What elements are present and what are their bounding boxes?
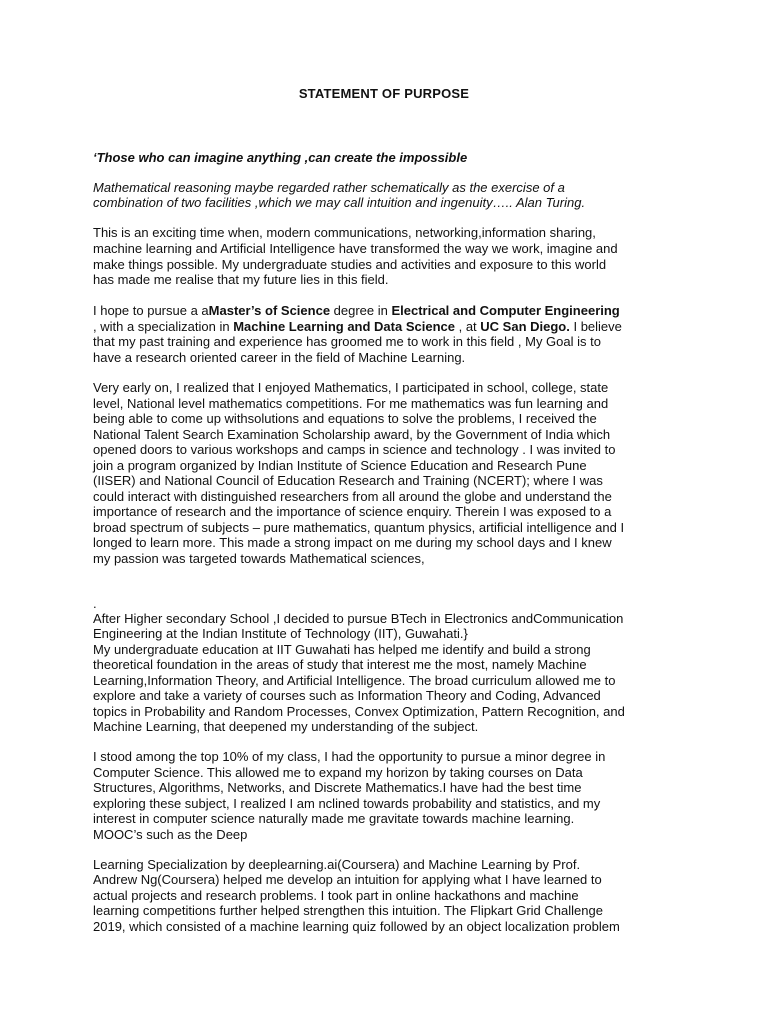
- btech-line: After Higher secondary School ,I decided to pursue BTech in Electronics andCommunication: [93, 611, 624, 626]
- intro-line: has made me realise that my future lies in this field.: [93, 272, 389, 287]
- btech-line: Learning,Information Theory, and Artificial Intelligence. The broad curriculum allowed me to: [93, 673, 616, 688]
- btech-line: topics in Probability and Random Processes, Convex Optimization, Pattern Recognition, and: [93, 704, 625, 719]
- early-line: join a program organized by Indian Institute of Science Education and Research Pune: [93, 458, 587, 473]
- learning-line: 2019, which consisted of a machine learning quiz followed by an object localization problem: [93, 919, 620, 934]
- early-line: longed to learn more. This made a strong impact on me during my school days and I knew: [93, 535, 612, 550]
- specialization-name: Machine Learning and Data Science: [233, 319, 455, 334]
- goal-line: [93, 319, 622, 335]
- goal-line: have a research oriented career in the field of Machine Learning.: [93, 350, 466, 365]
- goal-line: that my past training and experience has groomed me to work in this field , My Goal is to: [93, 334, 601, 349]
- early-line: could interact with distinguished researchers from all around the globe and understand the: [93, 489, 612, 504]
- early-line: my passion was targeted towards Mathematical sciences,: [93, 551, 425, 566]
- early-line: Very early on, I realized that I enjoyed Mathematics, I participated in school, college, state: [93, 380, 609, 395]
- btech-line: Engineering at the Indian Institute of Technology (IIT), Guwahati.}: [93, 626, 468, 641]
- goal-line: [93, 303, 620, 319]
- early-line: National Talent Search Examination Scholarship award, by the Government of India which: [93, 427, 611, 442]
- learning-line: learning competitions further helped strengthen this intuition. The Flipkart Grid Challenge: [93, 903, 603, 918]
- department-name: Electrical and Computer Engineering: [391, 303, 620, 318]
- top-class-line: I stood among the top 10% of my class, I had the opportunity to pursue a minor degree in: [93, 749, 606, 764]
- degree-name: Master’s of Science: [208, 303, 331, 318]
- learning-line: Learning Specialization by deeplearning.ai(Coursera) and Machine Learning by Prof.: [93, 857, 581, 872]
- top-class-line: Computer Science. This allowed me to expand my horizon by taking courses on Data: [93, 765, 583, 780]
- turing-quote-line: Mathematical reasoning maybe regarded rather schematically as the exercise of a: [93, 180, 565, 195]
- btech-line: explore and take a variety of courses such as Information Theory and Coding, Advanced: [93, 688, 601, 703]
- top-class-line: exploring these subject, I realized I am nclined towards probability and statistics, and my: [93, 796, 601, 811]
- early-line: level, National level mathematics competitions. For me mathematics was fun learning and: [93, 396, 609, 411]
- learning-line: actual projects and research problems. I took part in online hackathons and machine: [93, 888, 579, 903]
- top-class-line: MOOC’s such as the Deep: [93, 827, 248, 842]
- learning-line: Andrew Ng(Coursera) helped me develop an intuition for applying what I have learned to: [93, 872, 602, 887]
- goal-text: degree in: [330, 303, 392, 318]
- early-line: broad spectrum of subjects – pure mathematics, quantum physics, artificial intelligence and I: [93, 520, 625, 535]
- goal-text: , with a specialization in: [93, 319, 234, 334]
- top-class-line: Structures, Algorithms, Networks, and Discrete Mathematics.I have had the best time: [93, 780, 582, 795]
- early-line: opened doors to various workshops and camps in science and technology . I was invited to: [93, 442, 616, 457]
- university-name: UC San Diego.: [480, 319, 570, 334]
- turing-quote-line: combination of two facilities ,which we may call intuition and ingenuity….. Alan Turing.: [93, 195, 586, 210]
- goal-text: , at: [454, 319, 481, 334]
- early-line: being able to come up withsolutions and equations to solve the problems, I received the: [93, 411, 597, 426]
- opening-quote: ‘Those who can imagine anything ,can create the impossible: [93, 150, 468, 165]
- intro-line: This is an exciting time when, modern communications, networking,information sharing,: [93, 225, 596, 240]
- early-line: (IISER) and National Council of Education Research and Training (NCERT); where I was: [93, 473, 603, 488]
- top-class-line: interest in computer science naturally made me gravitate towards machine learning.: [93, 811, 575, 826]
- document-title: STATEMENT OF PURPOSE: [298, 86, 470, 101]
- btech-line: My undergraduate education at IIT Guwahati has helped me identify and build a strong: [93, 642, 591, 657]
- btech-line: Machine Learning, that deepened my understanding of the subject.: [93, 719, 479, 734]
- intro-line: machine learning and Artificial Intelligence have transformed the way we work, imagine and: [93, 241, 618, 256]
- intro-line: make things possible. My undergraduate studies and activities and exposure to this world: [93, 257, 607, 272]
- goal-text: I hope to pursue a a: [93, 303, 209, 318]
- stray-dot: .: [93, 596, 97, 611]
- btech-line: theoretical foundation in the areas of study that interest me the most, namely Machine: [93, 657, 587, 672]
- goal-text: I believe: [569, 319, 622, 334]
- early-line: importance of research and the importance of science enquiry. Therein I was exposed to a: [93, 504, 612, 519]
